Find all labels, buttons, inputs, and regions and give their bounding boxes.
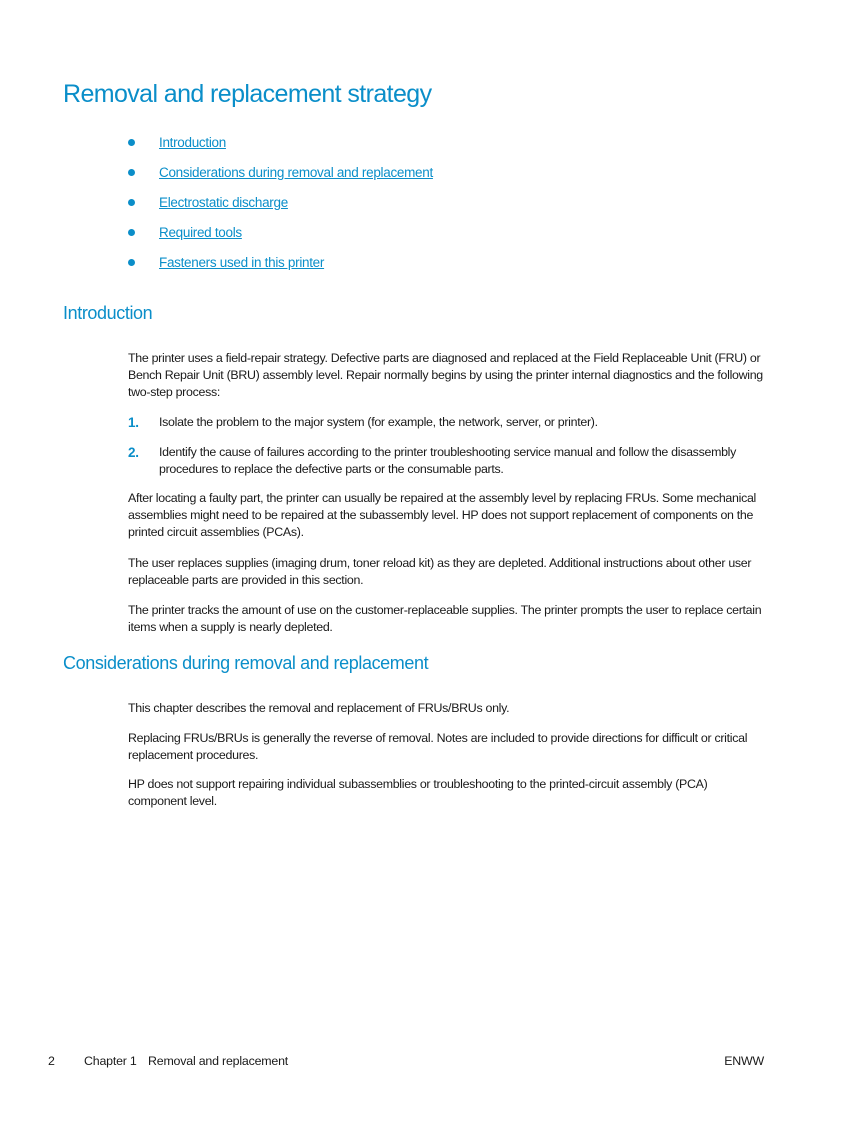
footer-page-number: 2 (48, 1054, 55, 1068)
introduction-paragraph-2: After locating a faulty part, the printer can usually be repaired at the assembly level by replacing FRUs. Some mechanical assemblies might need to be repaired at the subassembly level. HP does not support replacement of components on the printed circuit assemblies (PCAs). (128, 491, 757, 539)
introduction-paragraph-4: The printer tracks the amount of use on the customer-replaceable supplies. The printer prompts the user to replace certain items when a supply is nearly depleted. (128, 603, 762, 634)
section-heading-introduction: Introduction (63, 303, 153, 323)
footer-chapter-title: Removal and replacement (148, 1054, 289, 1068)
toc-link-considerations[interactable]: Considerations during removal and replacement (159, 165, 433, 180)
step-number: 2. (128, 445, 139, 460)
step-text: Identify the cause of failures according to the printer troubleshooting service manual and follow the disassembly procedures to replace the defective parts or the consumable parts. (159, 445, 737, 476)
bullet-icon (128, 139, 135, 146)
bullet-icon (128, 229, 135, 236)
considerations-paragraph-3: HP does not support repairing individual subassemblies or troubleshooting to the printed-circuit assembly (PCA) component level. (128, 777, 708, 808)
introduction-paragraph-3: The user replaces supplies (imaging drum, toner reload kit) as they are depleted. Additional instructions about other user replaceable parts are provided in this section. (128, 556, 752, 587)
toc-link-fasteners[interactable]: Fasteners used in this printer (159, 255, 325, 270)
step-number: 1. (128, 415, 139, 430)
introduction-paragraph: The printer uses a field-repair strategy. Defective parts are diagnosed and replaced at the Field Replaceable Unit (FRU) or Bench Repair Unit (BRU) assembly level. Repair normally begins by using the printer internal diagnostics and the following two-step process: (128, 351, 763, 399)
considerations-paragraph-1: This chapter describes the removal and replacement of FRUs/BRUs only. (128, 701, 510, 715)
toc-link-introduction[interactable]: Introduction (159, 135, 226, 150)
toc-link-electrostatic-discharge[interactable]: Electrostatic discharge (159, 195, 288, 210)
footer-chapter-label: Chapter 1 (84, 1054, 137, 1068)
bullet-icon (128, 259, 135, 266)
toc-link-required-tools[interactable]: Required tools (159, 225, 242, 240)
footer-locale-code: ENWW (724, 1054, 764, 1068)
considerations-paragraph-2: Replacing FRUs/BRUs is generally the reverse of removal. Notes are included to provide directions for difficult or critical replacement procedures. (128, 731, 748, 762)
bullet-icon (128, 169, 135, 176)
step-text: Isolate the problem to the major system (for example, the network, server, or printer). (159, 415, 598, 429)
bullet-icon (128, 199, 135, 206)
section-heading-considerations: Considerations during removal and replacement (63, 653, 429, 673)
page-title: Removal and replacement strategy (63, 80, 432, 108)
